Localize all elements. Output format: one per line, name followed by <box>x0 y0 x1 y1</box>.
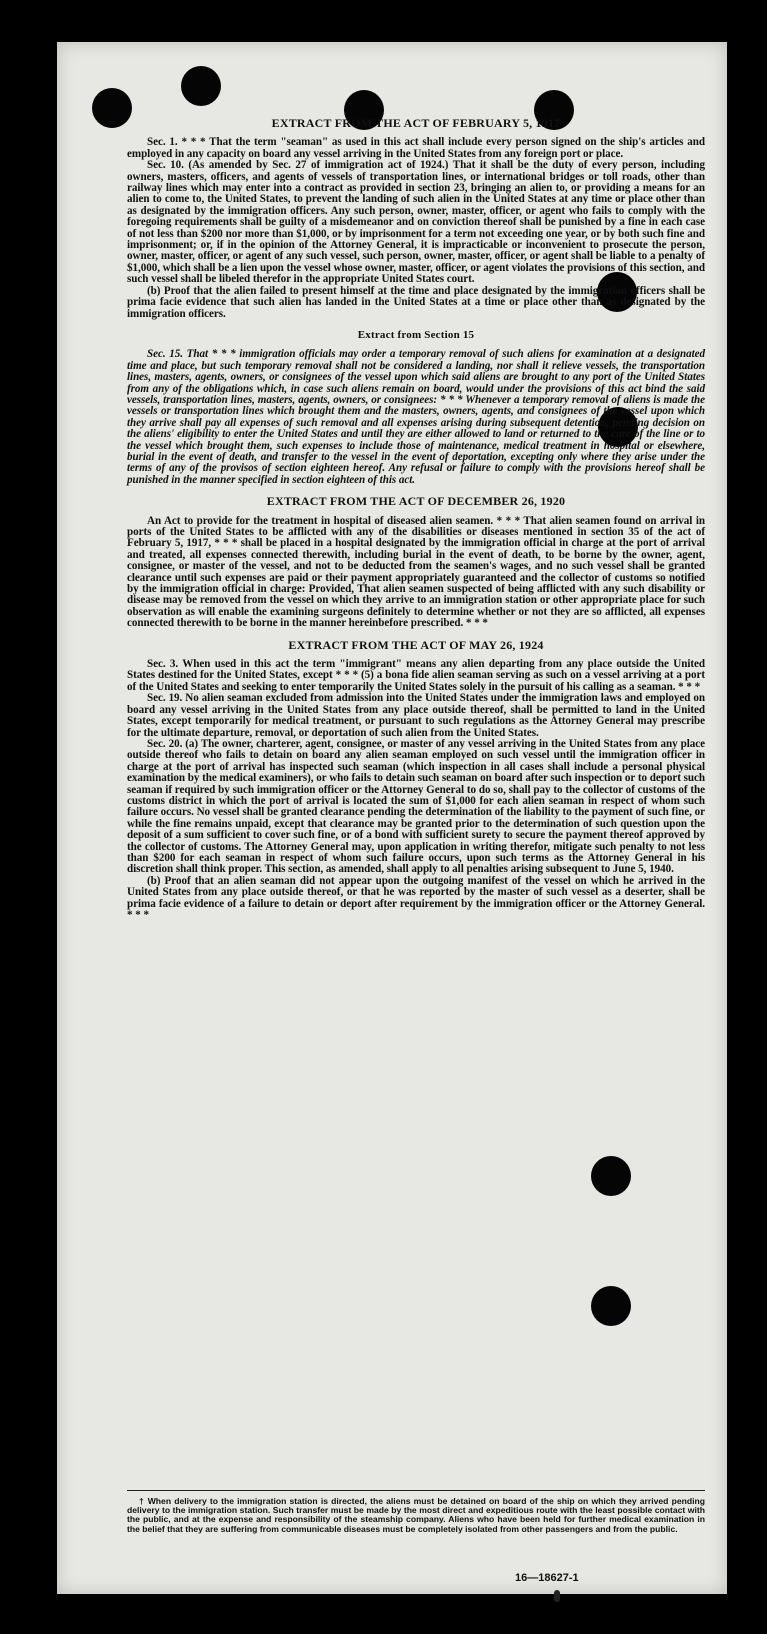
form-number: 16—18627-1 <box>515 1572 579 1584</box>
paragraph: Sec. 20. (a) The owner, charterer, agent, consignee, or master of any vessel arriving in the United States from any place outside thereof who fails to detain on board any alien seaman employed on such vessel until the immigration officer in charge at the port of arrival has inspected such seaman (which inspection in all cases shall include a personal physical examination by the medical examiners), or who fails to detain such seaman on board after such inspection or to deport such seaman if required by such immigration officer or the Attorney General to do so, shall pay to the collector of customs of the customs district in which the port of arrival is located the sum of $1,000 for each alien seaman in respect of whom such failure occurs. No vessel shall be granted clearance pending the determination of the liability to the payment of such fine, or while the fine remains unpaid, except that clearance may be granted prior to the determination of such question upon the deposit of a sum sufficient to cover such fine, or of a bond with sufficient surety to secure the payment thereof approved by the collector of customs. The Attorney General may, upon application in writing therefor, mitigate such penalty to not less than $200 for each seaman in respect of whom such failure occurs, upon such terms as the Attorney General in his discretion shall think proper. This section, as amended, shall apply to all penalties arising subsequent to June 5, 1940. <box>127 737 705 876</box>
document-body <box>127 118 705 921</box>
heading-act-1924: EXTRACT FROM THE ACT OF MAY 26, 1924 <box>288 637 544 652</box>
paragraph: An Act to provide for the treatment in hospital of diseased alien seamen. * * * That alien seamen found on arrival in ports of the United States to be afflicted with any of the disabilities or diseases mentioned in section 35 of the act of February 5, 1917, * * * shall be placed in a hospital designated by the immigration official in charge at the port of arrival and treated, all expenses connected therewith, including burial in the event of death, to be borne by the owner, agent, consignee, or master of the vessel, and not to be deducted from the seamen's wages, and no such vessel shall be granted clearance until such expenses are paid or their payment appropriately guaranteed and the collector of customs so notified by the immigration official in charge: Provided, That alien seamen suspected of being afflicted with any such disability or disease may be removed from the vessel on which they arrive to an immigration station or other appropriate place for such observation as will enable the examining surgeons definitely to determine whether or not they are so afflicted, all expenses connected therewith to be borne in the manner hereinbefore prescribed. * * * <box>127 514 705 630</box>
ink-speck <box>554 1590 560 1602</box>
paragraph: (b) Proof that the alien failed to present himself at the time and place designated by the immigration officers shall be prima facie evidence that such alien has landed in the United States at a time or place other than as designated by the immigration officers. <box>127 284 705 320</box>
footnote-text: † When delivery to the immigration station is directed, the aliens must be detained on board of the ship on which they arrived pending delivery to the immigration station. Such transfer must be made by the most direct and expeditious route with the least possible contact with the public, and at the expense and responsibility of the steamship company. Aliens who have been held for further medical examination in the belief that they are suffering from communicable diseases must be completely isolated from other passengers and from the public. <box>127 1496 705 1534</box>
punch-hole <box>92 88 132 128</box>
punch-hole <box>591 1156 631 1196</box>
footnote <box>127 1490 705 1534</box>
heading-section-15: Extract from Section 15 <box>357 328 475 341</box>
paragraph: Sec. 10. (As amended by Sec. 27 of immigration act of 1924.) That it shall be the duty of every person, including owners, masters, officers, and agents of vessels of transportation lines, or international bridges or toll roads, other than railway lines which may enter into a contract as provided in section 23, bringing an alien to, or providing a means for an alien to come to, the United States, to prevent the landing of such alien in the United States at any time or place other than as designated by the immigration officers. Any such person, owner, master, officer, or agent who fails to comply with the foregoing requirements shall be guilty of a misdemeanor and on conviction thereof shall be punished by a fine in each case of not less than $200 nor more than $1,000, or by imprisonment for a term not exceeding one year, or by both such fine and imprisonment; or, if in the opinion of the Attorney General, it is impracticable or inconvenient to prosecute the person, owner, master, officer, or agent of any such vessel, such person, owner, master, officer, or agent shall be liable to a penalty of $1,000, which shall be a lien upon the vessel whose owner, master, officer, or agent violates the provisions of this section, and such vessel shall be libeled therefor in the appropriate United States court. <box>127 159 705 286</box>
heading-act-1920: EXTRACT FROM THE ACT OF DECEMBER 26, 1920 <box>266 494 566 509</box>
paragraph: Sec. 19. No alien seaman excluded from admission into the United States under the immigration laws and employed on board any vessel arriving in the United States from any place outside thereof, shall be permitted to land in the United States, except temporarily for medical treatment, or pursuant to such regulations as the Attorney General may prescribe for the ultimate departure, removal, or deportation of such alien from the United States. <box>127 692 705 739</box>
paragraph: Sec. 1. * * * That the term "seaman" as used in this act shall include every person signed on the ship's articles and employed in any capacity on board any vessel arriving in the United States from any foreign port or place. <box>127 136 705 160</box>
paragraph: Sec. 15. That * * * immigration officials may order a temporary removal of such aliens for examination at a designated time and place, but such temporary removal shall not be considered a landing, nor shall it relieve vessels, the transportation lines, masters, agents, owners, or consignees of the vessel upon which said aliens are brought to any port of the United States from any of the obligations which, in case such aliens remain on board, would under the provisions of this act bind the said vessels, transportation lines, masters, agents, owners, or consignees: * * * Whenever a temporary removal of aliens is made the vessels or transportation lines which brought them and the masters, owners, agents, and consignees of the vessel upon which they arrive shall pay all expenses of such removal and all expenses arising during subsequent detention, pending decision on the aliens' eligibility to enter the United States and until they are either allowed to land or returned to the care of the line or to the vessel which brought them, such expenses to include those of maintenance, medical treatment in hospital or elsewhere, burial in the event of death, and transfer to the vessel in the event of deportation, excepting only where they arise under the terms of any of the provisos of section eighteen hereof. Any refusal or failure to comply with the provisions hereof shall be punished in the manner specified in section eighteen of this act. <box>127 348 705 486</box>
heading-act-1917: EXTRACT FROM THE ACT OF FEBRUARY 5, 1917 <box>271 116 561 130</box>
punch-hole <box>181 66 221 106</box>
punch-hole <box>591 1286 631 1326</box>
paragraph: (b) Proof that an alien seaman did not appear upon the outgoing manifest of the vessel on which he arrived in the United States from any place outside thereof, or that he was reported by the master of such vessel as a deserter, shall be prima facie evidence of a failure to detain or deport after requirement by the immigration officer or the Attorney General. * * * <box>127 874 705 921</box>
paragraph: Sec. 3. When used in this act the term "immigrant" means any alien departing from any place outside the United States destined for the United States, except * * * (5) a bona fide alien seaman serving as such on a vessel arriving at a port of the United States and seeking to enter temporarily the United States solely in the pursuit of his calling as a seaman. * * * <box>127 658 705 693</box>
document-page <box>57 42 727 1594</box>
